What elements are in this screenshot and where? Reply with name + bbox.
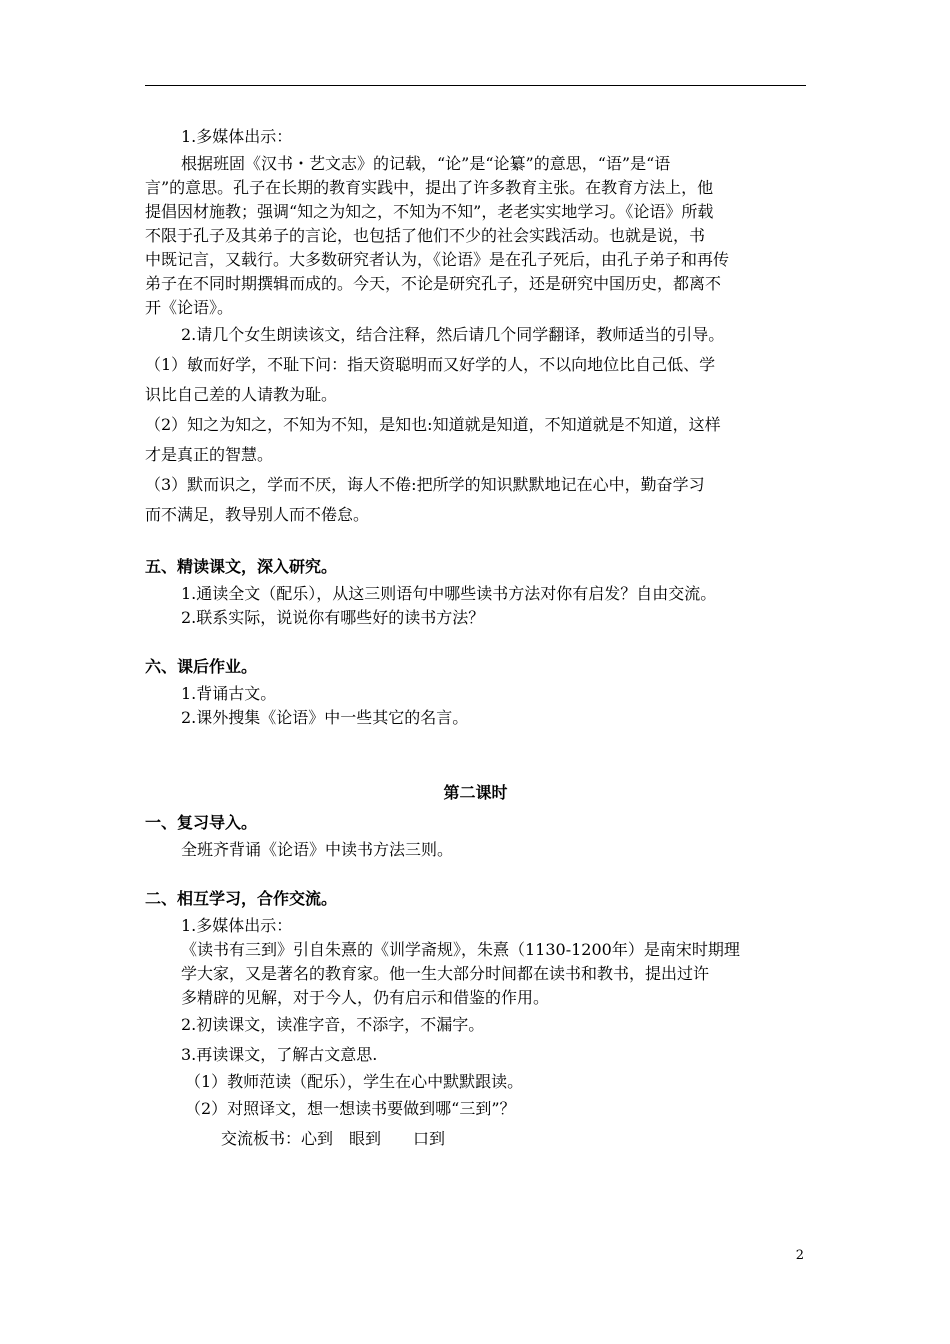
paragraph-line: 言”的意思。孔子在长期的教育实践中，提出了许多教育主张。在教育方法上，他 bbox=[145, 178, 714, 197]
paragraph-line: （2）对照译文，想一想读书要做到哪“三到”？ bbox=[185, 1099, 516, 1118]
paragraph-line: 交流板书：心到 眼到 口到 bbox=[221, 1129, 446, 1148]
paragraph-line: 而不满足，教导别人而不倦怠。 bbox=[145, 505, 370, 524]
paragraph-line: （1）敏而好学，不耻下问：指天资聪明而又好学的人，不以向地位比自己低、学 bbox=[145, 355, 716, 374]
paragraph-line: 1.背诵古文。 bbox=[181, 684, 277, 703]
paragraph-line: 开《论语》。 bbox=[145, 298, 234, 317]
header-rule bbox=[145, 85, 806, 86]
paragraph-line: 2.初读课文，读准字音，不添字，不漏字。 bbox=[181, 1015, 485, 1034]
section-heading: 一、复习导入。 bbox=[145, 813, 258, 832]
spacer bbox=[145, 862, 806, 884]
paragraph-line: 1.多媒体出示： bbox=[181, 127, 293, 146]
paragraph-line: 1.多媒体出示： bbox=[181, 916, 293, 935]
paragraph-line: 多精辟的见解，对于今人，仍有启示和借鉴的作用。 bbox=[181, 988, 550, 1007]
paragraph-line: 根据班固《汉书・艺文志》的记载，“论”是“论纂”的意思，“语”是“语 bbox=[181, 154, 671, 173]
paragraph-line: 《读书有三到》引自朱熹的《训学斋规》，朱熹（1130-1200年）是南宋时期理 bbox=[181, 940, 740, 959]
paragraph-line: 不限于孔子及其弟子的言论，也包括了他们不少的社会实践活动。也就是说，书 bbox=[145, 226, 706, 245]
paragraph-line: 2.课外搜集《论语》中一些其它的名言。 bbox=[181, 708, 469, 727]
paragraph-line: 弟子在不同时期撰辑而成的。今天，不论是研究孔子，还是研究中国历史，都离不 bbox=[145, 274, 722, 293]
paragraph-line: 识比自己差的人请教为耻。 bbox=[145, 385, 338, 404]
paragraph-line: 3.再读课文，了解古文意思. bbox=[181, 1045, 378, 1064]
section-heading: 第二课时 bbox=[443, 783, 508, 802]
section-heading: 五、精读课文，深入研究。 bbox=[145, 557, 338, 576]
paragraph-line: 1.通读全文（配乐），从这三则语句中哪些读书方法对你有启发？自由交流。 bbox=[181, 584, 717, 603]
section-heading: 六、课后作业。 bbox=[145, 657, 258, 676]
paragraph-line: 提倡因材施教；强调“知之为知之，不知为不知”，老老实实地学习。《论语》所载 bbox=[145, 202, 714, 221]
paragraph-line: 2.请几个女生朗读该文，结合注释，然后请几个同学翻译，教师适当的引导。 bbox=[181, 325, 725, 344]
spacer bbox=[145, 730, 806, 778]
paragraph-line: 2.联系实际，说说你有哪些好的读书方法？ bbox=[181, 608, 485, 627]
spacer bbox=[145, 530, 806, 552]
paragraph-line: （1）教师范读（配乐），学生在心中默默跟读。 bbox=[185, 1072, 524, 1091]
document-body bbox=[145, 122, 806, 1154]
section-heading: 二、相互学习，合作交流。 bbox=[145, 889, 338, 908]
paragraph-line: （3）默而识之，学而不厌，诲人不倦:把所学的知识默默地记在心中，勤奋学习 bbox=[145, 475, 705, 494]
paragraph-line: 学大家，又是著名的教育家。他一生大部分时间都在读书和教书，提出过许 bbox=[181, 964, 710, 983]
paragraph-line: 才是真正的智慧。 bbox=[145, 445, 274, 464]
paragraph-line: 全班齐背诵《论语》中读书方法三则。 bbox=[181, 840, 454, 859]
paragraph-line: 中既记言，又载行。大多数研究者认为，《论语》是在孔子死后，由孔子弟子和再传 bbox=[145, 250, 730, 269]
page-number: 2 bbox=[795, 1248, 804, 1263]
spacer bbox=[145, 630, 806, 652]
paragraph-line: （2）知之为知之，不知为不知，是知也:知道就是知道，不知道就是不知道，这样 bbox=[145, 415, 721, 434]
